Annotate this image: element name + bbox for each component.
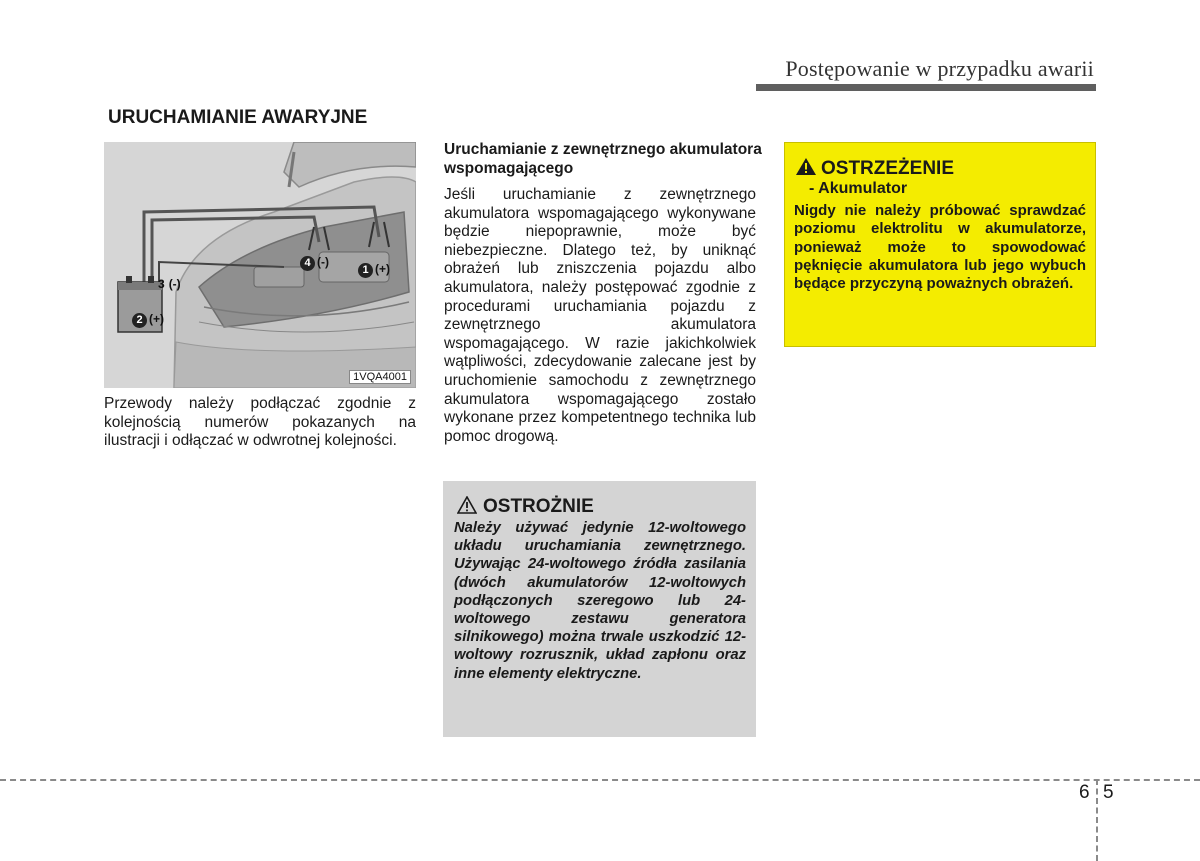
warning-title — [795, 157, 954, 180]
warning-title-text: OSTRZEŻENIE — [821, 158, 955, 179]
label-1: 1 (+) — [358, 262, 390, 278]
label-4: 4 (-) — [300, 255, 329, 271]
caution-box — [443, 481, 756, 737]
jump-start-illustration — [104, 142, 416, 388]
label-3: 3 (-) — [158, 277, 181, 291]
warning-icon — [795, 157, 817, 176]
caution-title-text: OSTROŻNIE — [483, 496, 594, 517]
caution-text: Należy używać jedynie 12-woltowego układu uruchamiania zewnętrznego. Używając 24-woltowego źródła zasilania (dwóch akumulatorów 12-woltowych podłączonych szeregowo lub 24-woltowego zestawu generatora silnikowego) można trwale uszkodzić 12-woltowy rozrusznik, układ zapłonu oraz inne elementy elektryczne. — [454, 520, 746, 682]
running-header: Postępowanie w przypadku awarii — [785, 56, 1094, 81]
chapter-number: 6 — [1079, 782, 1090, 803]
figure-code: 1VQA4001 — [349, 370, 411, 384]
warning-subtitle: - Akumulator — [809, 180, 908, 197]
footer-rule — [0, 779, 1200, 781]
header-rule — [756, 84, 1096, 91]
warning-box — [784, 142, 1096, 347]
section-title: URUCHAMIANIE AWARYJNE — [108, 107, 368, 128]
subsection-heading: Uruchamianie z zewnętrznego akumulatora wspomagającego — [444, 141, 762, 177]
caution-icon — [457, 496, 477, 514]
warning-text: Nigdy nie należy próbować sprawdzać poziomu elektrolitu w akumulatorze, ponieważ może to spowodować pęknięcie akumulatora lub jego wybuch będące przyczyną poważnych obrażeń. — [794, 202, 1086, 293]
footer-divider — [1096, 779, 1098, 861]
figure-caption: Przewody należy podłączać zgodnie z kolejnością numerów pokazanych na ilustracji i odłączać w odwrotnej kolejności. — [104, 395, 416, 450]
subsection-body: Jeśli uruchamianie z zewnętrznego akumulatora wspomagającego wykonywane będzie niepoprawnie, może być niebezpieczne. Dlatego też, by uniknąć obrażeń lub zniszczenia pojazdu albo akumulatora, należy postępować zgodnie z procedurami uruchamiania pojazdu z zewnętrznego akumulatora wspomagającego. W razie jakichkolwiek wątpliwości, zdecydowanie zalecane jest by uruchomienie samochodu z zewnętrznego akumulatora wspomagającego zostało wykonane przez kompetentnego technika lub pomoc drogową. — [444, 186, 756, 445]
caution-title — [457, 496, 594, 518]
page-number: 5 — [1103, 782, 1114, 803]
label-2: 2 (+) — [132, 312, 164, 328]
